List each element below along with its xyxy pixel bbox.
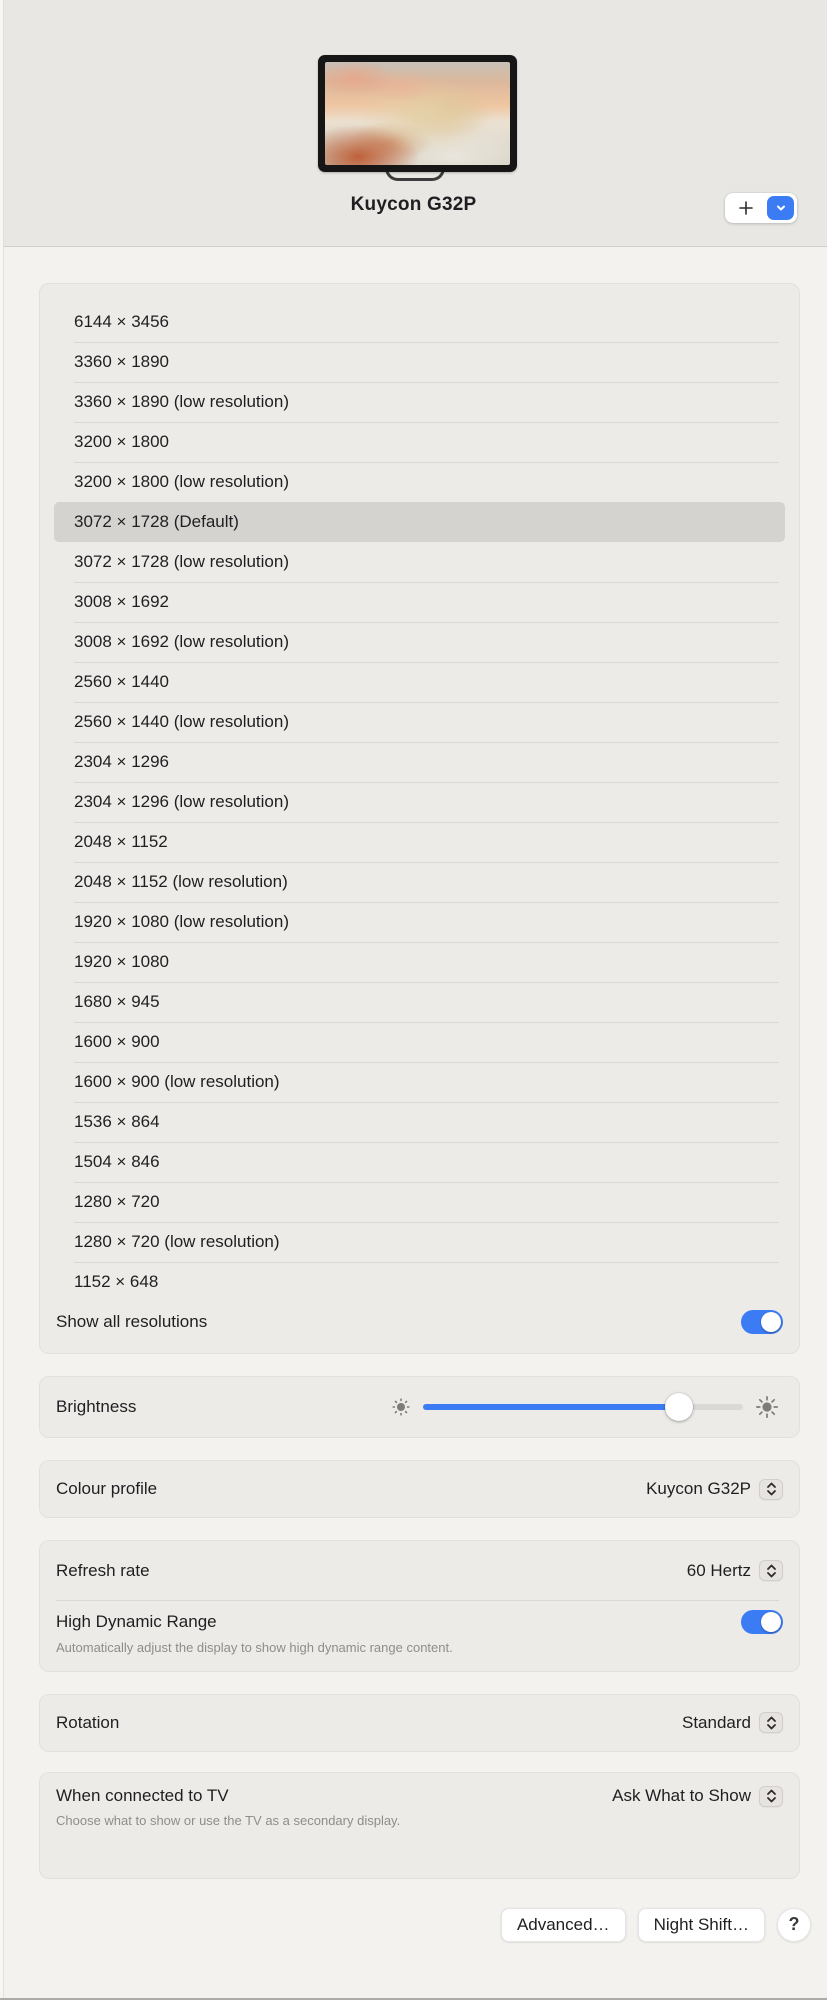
hdr-toggle[interactable] — [741, 1610, 783, 1634]
resolution-option-label: 2048 × 1152 (low resolution) — [74, 872, 288, 891]
rotation-dropdown[interactable] — [682, 1712, 783, 1733]
resolution-option[interactable] — [54, 662, 785, 702]
resolution-option[interactable] — [54, 742, 785, 782]
resolution-card — [39, 283, 800, 1354]
resolution-option[interactable] — [54, 382, 785, 422]
hdr-label: High Dynamic Range — [56, 1612, 217, 1631]
resolution-option[interactable] — [54, 1022, 785, 1062]
refresh-rate-dropdown[interactable] — [687, 1560, 783, 1581]
chevron-down-icon — [775, 202, 787, 214]
resolution-option[interactable] — [54, 1182, 785, 1222]
brightness-dim-icon — [391, 1397, 411, 1417]
resolution-option-label: 1600 × 900 — [74, 1032, 160, 1051]
resolution-option[interactable] — [54, 942, 785, 982]
tv-value: Ask What to Show — [612, 1786, 751, 1806]
show-all-resolutions-row — [40, 1302, 799, 1342]
brightness-label: Brightness — [56, 1397, 137, 1416]
plus-icon — [738, 200, 754, 216]
brightness-slider[interactable] — [423, 1393, 743, 1421]
resolution-option-label: 1600 × 900 (low resolution) — [74, 1072, 280, 1091]
resolution-option-label: 2560 × 1440 — [74, 672, 170, 691]
colour-profile-dropdown[interactable] — [646, 1479, 783, 1500]
resolution-option[interactable] — [54, 462, 785, 502]
hdr-section — [40, 1601, 799, 1671]
resolution-option-label: 1504 × 846 — [74, 1152, 160, 1171]
resolution-option-label: 3360 × 1890 (low resolution) — [74, 392, 289, 411]
footer-actions — [39, 1908, 811, 1942]
resolution-option[interactable] — [54, 782, 785, 822]
toggle-knob — [761, 1612, 781, 1632]
add-display-button-group — [725, 193, 797, 223]
resolution-option[interactable] — [54, 1142, 785, 1182]
show-all-resolutions-toggle[interactable] — [741, 1310, 783, 1334]
brightness-bright-icon — [755, 1395, 779, 1419]
night-shift-button[interactable]: Night Shift… — [638, 1908, 765, 1942]
colour-profile-card — [39, 1460, 800, 1518]
resolution-list — [40, 302, 799, 1302]
advanced-button[interactable]: Advanced… — [501, 1908, 626, 1942]
resolution-option-label: 3200 × 1800 (low resolution) — [74, 472, 289, 491]
resolution-option-label: 1680 × 945 — [74, 992, 160, 1011]
slider-fill — [423, 1404, 679, 1410]
toggle-knob — [761, 1312, 781, 1332]
displays-settings-pane — [0, 283, 827, 1942]
resolution-option-label: 2304 × 1296 (low resolution) — [74, 792, 289, 811]
rotation-value: Standard — [682, 1712, 751, 1732]
colour-profile-value: Kuycon G32P — [646, 1479, 751, 1498]
resolution-option-label: 1280 × 720 — [74, 1192, 160, 1211]
resolution-option[interactable] — [54, 702, 785, 742]
chevron-up-down-icon — [759, 1560, 783, 1581]
add-display-menu-button[interactable] — [767, 196, 794, 220]
display-name-title: Kuycon G32P — [350, 194, 477, 215]
tv-dropdown[interactable] — [612, 1786, 783, 1807]
chevron-up-down-icon — [759, 1712, 783, 1733]
add-display-button[interactable] — [725, 200, 767, 216]
tv-label: When connected to TV — [56, 1786, 229, 1806]
resolution-option-label: 3008 × 1692 (low resolution) — [74, 632, 289, 651]
resolution-option[interactable] — [54, 502, 785, 542]
display-wallpaper-preview — [325, 62, 510, 165]
resolution-option[interactable] — [54, 822, 785, 862]
hdr-description: Automatically adjust the display to show high dynamic range content. — [56, 1640, 453, 1655]
resolution-option[interactable] — [54, 342, 785, 382]
refresh-rate-label: Refresh rate — [56, 1560, 150, 1580]
resolution-option[interactable] — [54, 1222, 785, 1262]
resolution-option-label: 1920 × 1080 — [74, 952, 170, 971]
resolution-option[interactable] — [54, 1262, 785, 1302]
resolution-option[interactable] — [54, 902, 785, 942]
resolution-option-label: 6144 × 3456 — [74, 312, 170, 331]
colour-profile-label: Colour profile — [56, 1479, 158, 1498]
resolution-option-label: 1152 × 648 — [74, 1272, 159, 1291]
resolution-option[interactable] — [54, 1102, 785, 1142]
resolution-option-label: 1920 × 1080 (low resolution) — [74, 912, 289, 931]
resolution-option-label: 3360 × 1890 — [74, 352, 170, 371]
show-all-resolutions-label: Show all resolutions — [56, 1312, 208, 1331]
help-button[interactable]: ? — [777, 1908, 811, 1942]
resolution-option[interactable] — [54, 1062, 785, 1102]
resolution-option[interactable] — [54, 582, 785, 622]
refresh-rate-card — [39, 1540, 800, 1672]
resolution-option-label: 3072 × 1728 (Default) — [74, 512, 239, 531]
resolution-option[interactable] — [54, 302, 785, 342]
resolution-option-label: 1280 × 720 (low resolution) — [74, 1232, 280, 1251]
resolution-option-label: 3072 × 1728 (low resolution) — [74, 552, 289, 571]
resolution-option[interactable] — [54, 622, 785, 662]
tv-description: Choose what to show or use the TV as a secondary display. — [56, 1812, 401, 1828]
resolution-option-label: 2048 × 1152 — [74, 832, 168, 851]
resolution-option[interactable] — [54, 862, 785, 902]
display-thumbnail[interactable] — [318, 55, 517, 172]
resolution-option[interactable] — [54, 542, 785, 582]
window-left-edge — [0, 0, 4, 2000]
slider-knob[interactable] — [665, 1393, 693, 1421]
chevron-up-down-icon — [759, 1786, 783, 1807]
resolution-option-label: 3200 × 1800 — [74, 432, 170, 451]
rotation-label: Rotation — [56, 1712, 120, 1732]
resolution-option[interactable] — [54, 422, 785, 462]
resolution-option[interactable] — [54, 982, 785, 1022]
resolution-option-label: 2560 × 1440 (low resolution) — [74, 712, 289, 731]
chevron-up-down-icon — [759, 1479, 783, 1500]
refresh-rate-value: 60 Hertz — [686, 1560, 751, 1580]
resolution-option-label: 3008 × 1692 — [74, 592, 170, 611]
tv-card — [39, 1772, 800, 1879]
rotation-card — [39, 1694, 800, 1752]
brightness-card — [39, 1376, 800, 1438]
display-header — [0, 0, 827, 247]
resolution-option-label: 1536 × 864 — [74, 1112, 160, 1131]
resolution-option-label: 2304 × 1296 — [74, 752, 170, 771]
